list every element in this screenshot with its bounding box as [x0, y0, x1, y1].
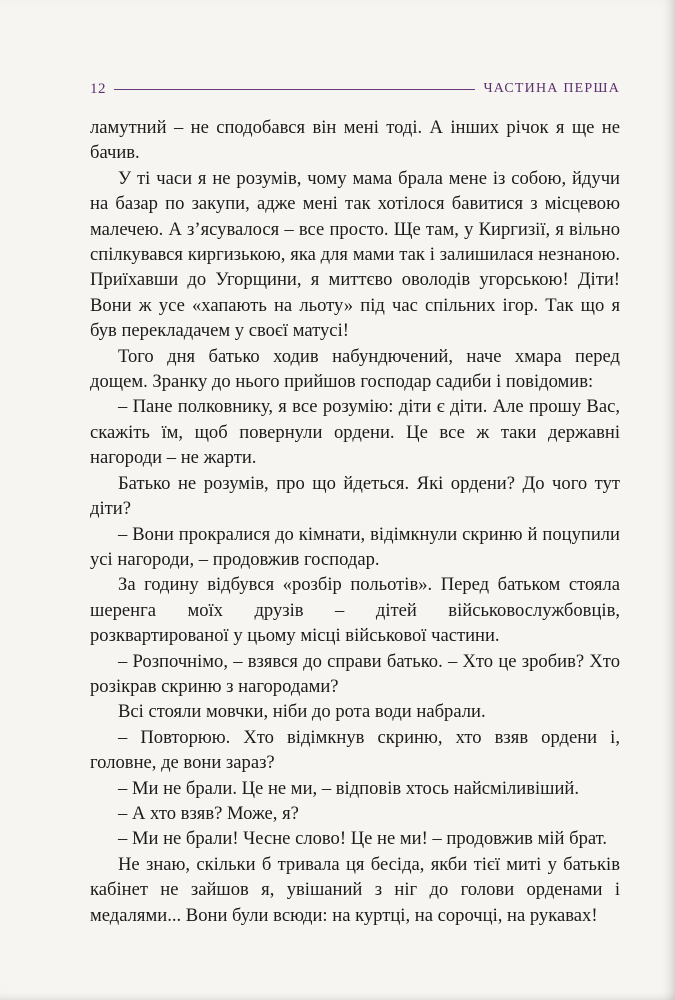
dialogue-line: – Розпочнімо, – взявся до справи батько. – Хто це зробив? Хто розікрав скриню з нагородами? — [90, 650, 620, 697]
paragraph: За годину відбувся «розбір польотів». Перед батьком стояла шеренга моїх друзів – дітей військовослужбовців, розквартированої у цьому місці військової частини. — [90, 574, 620, 647]
dialogue-line: – Ми не брали. Це не ми, – відповів хтось найсміливіший. — [118, 777, 580, 799]
running-head — [90, 78, 620, 100]
paragraph: ламутний – не сподобався він мені тоді. А інших річок я ще не бачив. — [90, 117, 620, 164]
paragraph: У ті часи я не розумів, чому мама брала мене із собою, йдучи на базар по закупи, адже мені так хотілося бавитися з місцевою малечею. А з’ясувалося – все просто. Ще там, у Киргизії, я вільно спілкувався киргизькою, яка для мами так і залишилася незнаною. Приїхавши до Угорщини, я миттєво оволодів угорською! Діти! Вони ж усе «хапають на льоту» під час спільних ігор. Так що я був перекладачем у своєї матусі! — [90, 167, 620, 342]
page-number: 12 — [90, 80, 106, 97]
paragraph: Всі стояли мовчки, ніби до рота води набрали. — [118, 701, 486, 723]
part-title: ЧАСТИНА ПЕРША — [483, 81, 620, 96]
dialogue-line: – Повторюю. Хто відімкнув скриню, хто взяв ордени і, головне, де вони зараз? — [90, 726, 620, 774]
header-rule — [114, 89, 475, 90]
paragraph: Не знаю, скільки б тривала ця бесіда, якби тієї миті у батьків кабінет не зайшов я, увішаний з ніг до голови орденами і медалями... Вони були всюди: на куртці, на сорочці, на рукавах! — [90, 853, 620, 926]
dialogue-line: – Ми не брали! Чесне слово! Це не ми! – продовжив мій брат. — [118, 828, 608, 850]
paragraph: Батько не розумів, про що йдеться. Які ордени? До чого тут діти? — [90, 472, 620, 520]
dialogue-line: – Пане полковнику, я все розумію: діти є діти. Але прошу Вас, скажіть їм, щоб повернули ордени. Це все ж таки державні нагороди – не жарти. — [90, 396, 620, 469]
dialogue-line: – А хто взяв? Може, я? — [118, 802, 299, 824]
body-text — [90, 115, 620, 928]
paragraph: Того дня батько ходив набундючений, наче хмара перед дощем. Зранку до нього прийшов господар садиби і повідомив: — [90, 345, 620, 393]
dialogue-line: – Вони прокралися до кімнати, відімкнули скриню й поцупили усі нагороди, – продовжив господар. — [90, 523, 620, 570]
